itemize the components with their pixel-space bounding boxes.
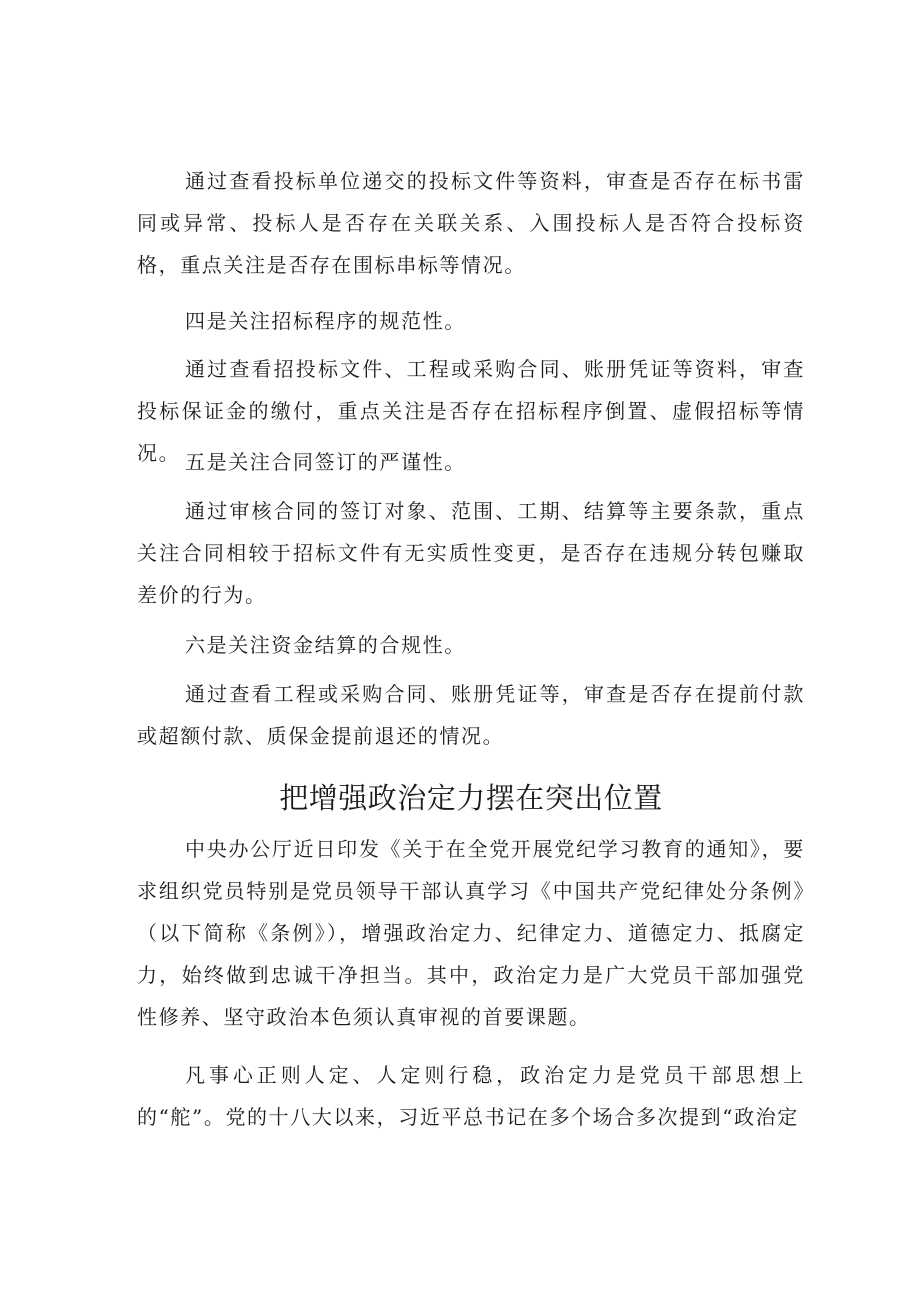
- paragraph-contract-signing: 通过审核合同的签订对象、范围、工期、结算等主要条款，重点关注合同相较于招标文件有无实质性变更，是否存在违规分转包赚取差价的行为。: [137, 499, 805, 607]
- paragraph-notice: 中央办公厅近日印发《关于在全党开展党纪学习教育的通知》，要求组织党员特别是党员领导干部认真学习《中国共产党纪律处分条例》（以下简称《条例》），增强政治定力、纪律定力、道德定力、抵腐定力，始终做到忠诚干净担当。其中，政治定力是广大党员干部加强党性修养、坚守政治本色须认真审视的首要课题。: [137, 837, 805, 1029]
- article-title: 把增强政治定力摆在突出位置: [279, 781, 663, 815]
- paragraph-political-resolve: 凡事心正则人定、人定则行稳，政治定力是党员干部思想上的“舵”。党的十八大以来，习近平总书记在多个场合多次提到“政治定: [137, 1063, 805, 1129]
- paragraph-fund-settlement: 通过查看工程或采购合同、账册凭证等，审查是否存在提前付款或超额付款、质保金提前退还的情况。: [137, 682, 805, 748]
- section-heading-bidding-procedure: 四是关注招标程序的规范性。: [185, 309, 466, 333]
- paragraph-bid-review: 通过查看投标单位递交的投标文件等资料，审查是否存在标书雷同或异常、投标人是否存在关联关系、入围投标人是否符合投标资格，重点关注是否存在围标串标等情况。: [137, 169, 805, 277]
- section-heading-contract-signing: 五是关注合同签订的严谨性。: [185, 450, 466, 474]
- section-heading-fund-settlement: 六是关注资金结算的合规性。: [185, 633, 466, 657]
- paragraph-bidding-procedure: 通过查看招投标文件、工程或采购合同、账册凭证等资料，审查投标保证金的缴付，重点关注是否存在招标程序倒置、虚假招标等情况。: [137, 357, 805, 465]
